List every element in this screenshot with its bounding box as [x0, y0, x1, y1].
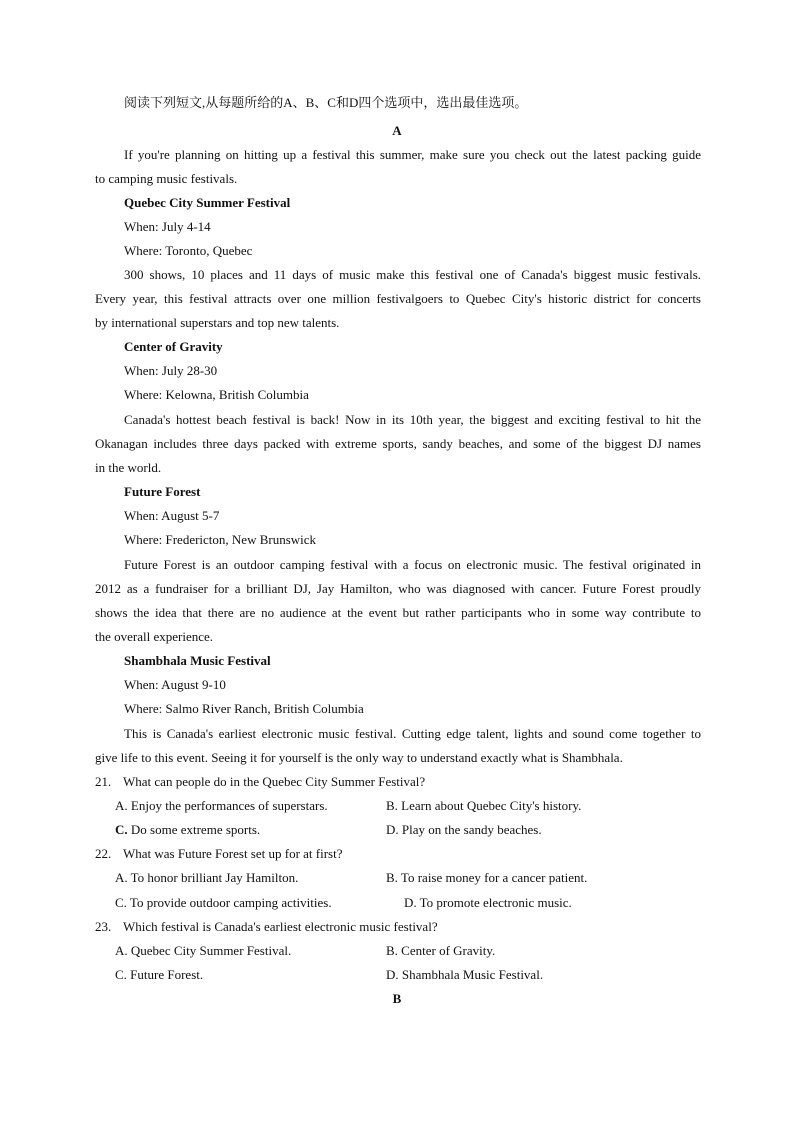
option-a[interactable]: A. Quebec City Summer Festival. [115, 943, 292, 958]
option-b[interactable]: B. Learn about Quebec City's history. [386, 798, 582, 813]
festival-desc-line: Canada's hottest beach festival is back! Now in its 10th year, the biggest and exciting festival to hit the [124, 412, 701, 427]
option-a[interactable]: A. To honor brilliant Jay Hamilton. [115, 870, 299, 885]
festival-desc-line: Every year, this festival attracts over one million festivalgoers to Quebec City's historic district for concerts [95, 291, 701, 306]
option-b[interactable]: B. Center of Gravity. [386, 943, 496, 958]
option-b[interactable]: B. To raise money for a cancer patient. [386, 870, 588, 885]
question-number: 21. [95, 774, 112, 789]
option-c[interactable]: C. To provide outdoor camping activities. [115, 895, 332, 910]
option-c[interactable] [115, 822, 260, 838]
intro-line-2: to camping music festivals. [95, 171, 238, 186]
festival-desc-line: This is Canada's earliest electronic music festival. Cutting edge talent, lights and sound come together to [124, 726, 701, 741]
option-a[interactable]: A. Enjoy the performances of superstars. [115, 798, 328, 813]
section-a-heading: A [392, 123, 402, 138]
festival-when: When: August 5-7 [124, 508, 220, 523]
question-23 [95, 919, 701, 935]
question-22 [95, 846, 701, 862]
festival-desc-line: give life to this event. Seeing it for yourself is the only way to understand exactly what is Shambhala. [95, 750, 623, 765]
festival-desc-line: by international superstars and top new talents. [95, 315, 340, 330]
question-text: Which festival is Canada's earliest electronic music festival? [123, 919, 438, 934]
intro-line-1: If you're planning on hitting up a festival this summer, make sure you check out the latest packing guide [124, 147, 701, 162]
option-c[interactable]: C. Future Forest. [115, 967, 204, 982]
festival-desc-line: 300 shows, 10 places and 11 days of music make this festival one of Canada's biggest music festivals. [124, 267, 701, 282]
festival-desc-line: in the world. [95, 460, 162, 475]
festival-title: Quebec City Summer Festival [124, 195, 291, 210]
option-d[interactable]: D. To promote electronic music. [404, 895, 572, 910]
question-number: 23. [95, 919, 112, 934]
festival-title: Shambhala Music Festival [124, 653, 271, 668]
festival-title: Center of Gravity [124, 339, 223, 354]
festival-where: Where: Toronto, Quebec [124, 243, 253, 258]
question-21 [95, 774, 701, 790]
question-text: What can people do in the Quebec City Summer Festival? [123, 774, 426, 789]
festival-when: When: July 4-14 [124, 219, 211, 234]
festival-desc-line: shows the idea that there are no audience at the event but rather participants who in some way contribute to [95, 605, 701, 620]
festival-where: Where: Salmo River Ranch, British Columbia [124, 701, 364, 716]
instruction-text: 阅读下列短文,从每题所给的A、B、C和D四个选项中，选出最佳选项。 [124, 95, 528, 110]
option-d[interactable]: D. Shambhala Music Festival. [386, 967, 544, 982]
festival-desc-line: Okanagan includes three days packed with extreme sports, sandy beaches, and some of the biggest DJ names [95, 436, 701, 451]
section-b-heading: B [392, 991, 402, 1006]
option-letter: C. [115, 822, 128, 837]
option-d[interactable]: D. Play on the sandy beaches. [386, 822, 542, 837]
question-number: 22. [95, 846, 112, 861]
festival-title: Future Forest [124, 484, 201, 499]
festival-when: When: August 9-10 [124, 677, 226, 692]
option-text: Do some extreme sports. [130, 822, 261, 837]
festival-desc-line: Future Forest is an outdoor camping festival with a focus on electronic music. The festival originated in [124, 557, 701, 572]
festival-where: Where: Kelowna, British Columbia [124, 387, 309, 402]
festival-desc-line: the overall experience. [95, 629, 214, 644]
festival-when: When: July 28-30 [124, 363, 218, 378]
festival-desc-line: 2012 as a fundraiser for a brilliant DJ, Jay Hamilton, who was diagnosed with cancer. Future Forest proudly [95, 581, 701, 596]
question-text: What was Future Forest set up for at first? [123, 846, 343, 861]
festival-where: Where: Fredericton, New Brunswick [124, 532, 317, 547]
